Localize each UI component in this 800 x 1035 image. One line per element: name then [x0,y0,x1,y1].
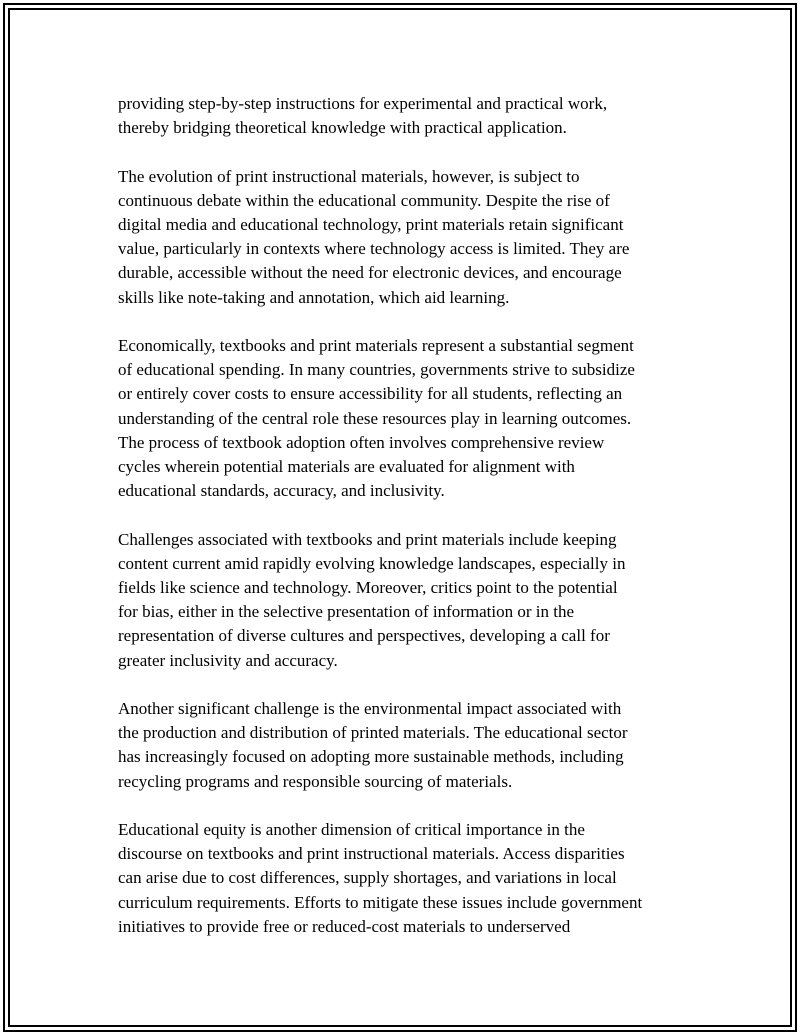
paragraph-5: Another significant challenge is the environmental impact associated with the production and distribution of printed materials. The educational sector has increasingly focused on adopting more sustainable methods, including recycling programs and responsible sourcing of materials. [118,699,628,791]
document-body [118,92,693,963]
paragraph-4: Challenges associated with textbooks and print materials include keeping content current amid rapidly evolving knowledge landscapes, especially in fields like science and technology. Moreover, critics point to the potential for bias, either in the selective presentation of information or in the representation of diverse cultures and perspectives, developing a call for greater inclusivity and accuracy. [118,529,626,670]
paragraph-2: The evolution of print instructional materials, however, is subject to continuous debate within the educational community. Despite the rise of digital media and educational technology, print materials retain significant value, particularly in contexts where technology access is limited. They are durable, accessible without the need for electronic devices, and encourage skills like note-taking and annotation, which aid learning. [118,166,630,307]
paragraph-1: providing step-by-step instructions for experimental and practical work, thereby bridging theoretical knowledge with practical application. [118,94,608,138]
paragraph-6: Educational equity is another dimension of critical importance in the discourse on textbooks and print instructional materials. Access disparities can arise due to cost differences, supply shortages, and variations in local curriculum requirements. Efforts to mitigate these issues include government initiatives to provide free or reduced-cost materials to underserved [118,820,643,936]
paragraph-3: Economically, textbooks and print materials represent a substantial segment of educational spending. In many countries, governments strive to subsidize or entirely cover costs to ensure accessibility for all students, reflecting an understanding of the central role these resources play in learning outcomes. The process of textbook adoption often involves comprehensive review cycles wherein potential materials are evaluated for alignment with educational standards, accuracy, and inclusivity. [118,336,635,501]
